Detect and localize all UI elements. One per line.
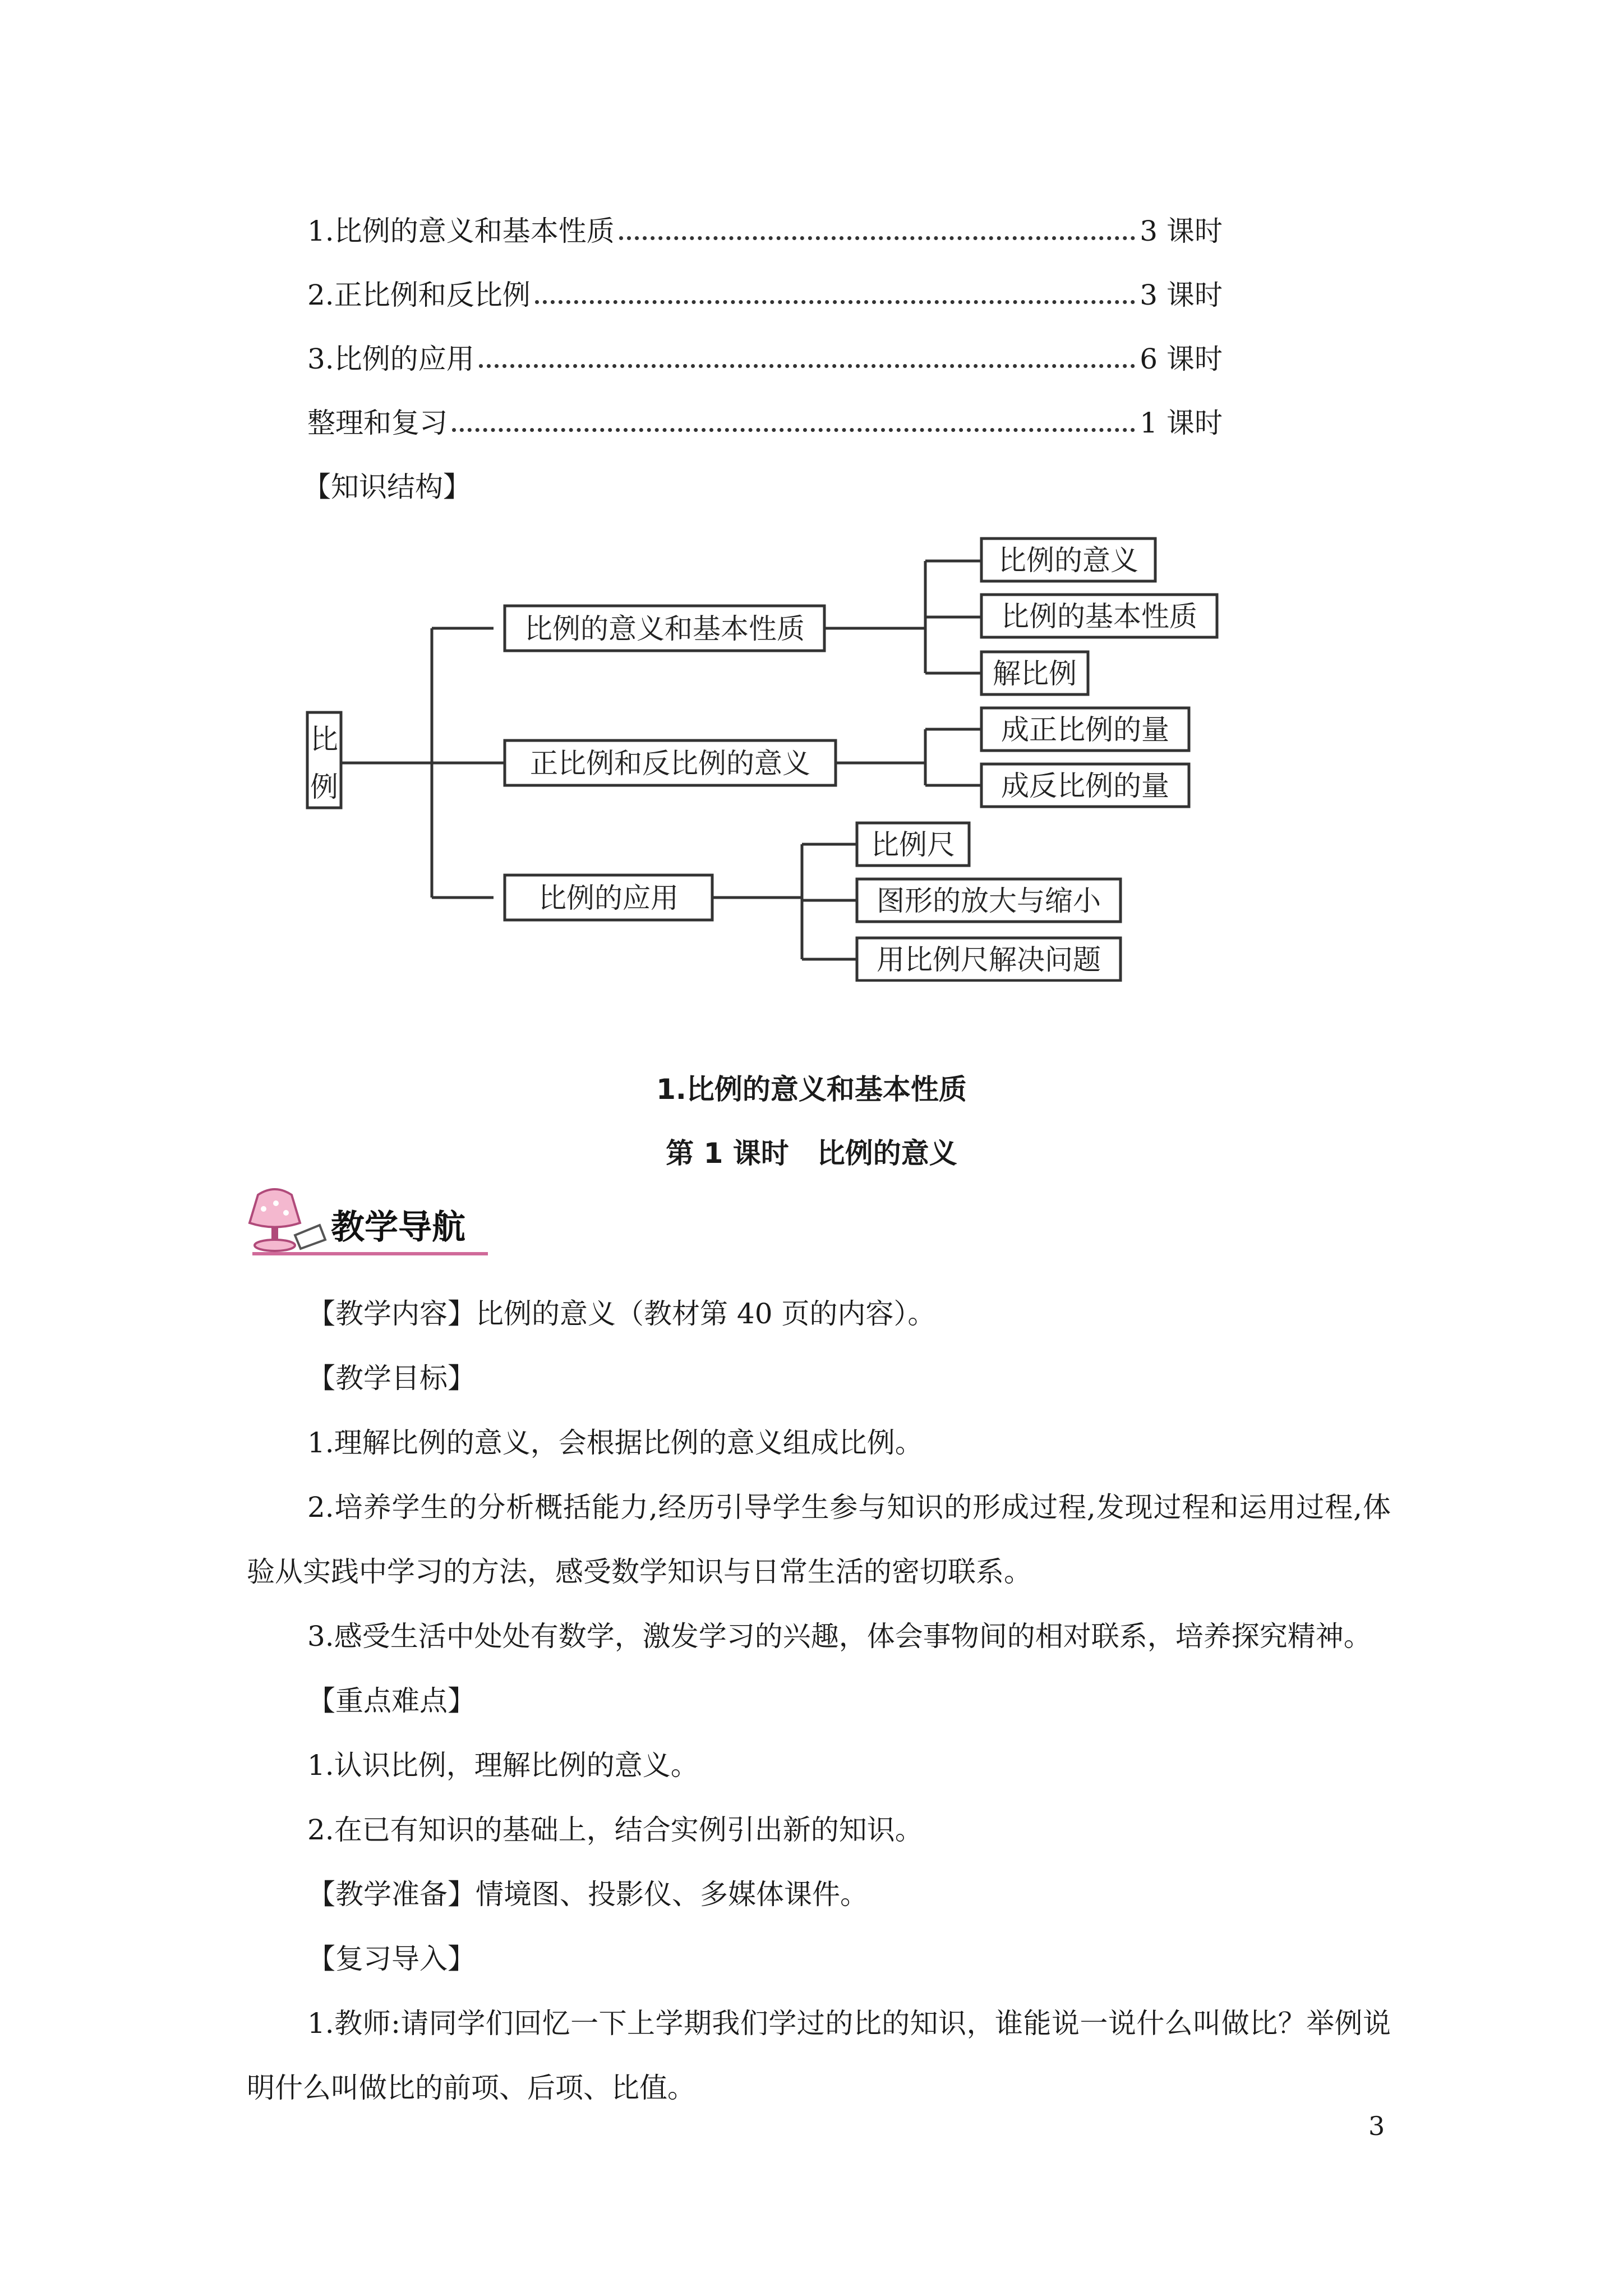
goals-heading: 【教学目标】 [307, 1362, 476, 1395]
toc-row-1 [307, 214, 1223, 248]
toc-value: 1 课时 [1140, 407, 1223, 439]
lamp-icon [250, 1189, 325, 1251]
section-title: 1.比例的意义和基本性质 [656, 1073, 967, 1106]
leaf-label: 图形的放大与缩小 [877, 885, 1101, 917]
leaf-label: 用比例尺解决问题 [877, 944, 1101, 976]
goal-2: 2.培养学生的分析概括能力,经历引导学生参与知识的形成过程,发现过程和运用过程,体验从实践中学习的方法，感受数学知识与日常生活的密切联系。 [247, 1491, 1391, 1588]
toc-value: 3 课时 [1140, 215, 1223, 247]
nav-badge-label: 教学导航 [331, 1208, 465, 1247]
teaching-nav-badge [241, 1184, 494, 1262]
key-1: 1.认识比例，理解比例的意义。 [307, 1749, 699, 1782]
key-2: 2.在已有知识的基础上，结合实例引出新的知识。 [307, 1814, 923, 1846]
leaf-label: 成正比例的量 [1001, 714, 1169, 746]
key-heading: 【重点难点】 [307, 1685, 476, 1717]
toc-label: 1.比例的意义和基本性质 [307, 215, 615, 247]
toc-label: 2.正比例和反比例 [307, 279, 531, 311]
leaf-label: 解比例 [993, 657, 1077, 690]
toc-value: 3 课时 [1140, 279, 1223, 311]
branch-label-3: 比例的应用 [538, 882, 679, 914]
toc-row-2 [307, 278, 1223, 312]
review-heading: 【复习导入】 [307, 1943, 476, 1975]
toc-row-3 [307, 342, 1223, 376]
toc-label: 3.比例的应用 [307, 343, 474, 375]
toc-dots [452, 428, 1135, 432]
root-label-top: 比 [310, 723, 338, 756]
leaf-label: 比例尺 [871, 829, 955, 861]
goal-3: 3.感受生活中处处有数学，激发学习的兴趣，体会事物间的相对联系，培养探究精神。 [307, 1620, 1372, 1653]
branch-label-1: 比例的意义和基本性质 [524, 613, 805, 645]
toc-dots [535, 300, 1136, 304]
teaching-content: 【教学内容】比例的意义（教材第 40 页的内容）。 [307, 1297, 936, 1330]
leaf-label: 成反比例的量 [1001, 770, 1169, 802]
teaching-prep: 【教学准备】情境图、投影仪、多媒体课件。 [307, 1878, 868, 1911]
goal-1: 1.理解比例的意义，会根据比例的意义组成比例。 [307, 1427, 923, 1459]
leaf-label: 比例的基本性质 [1001, 600, 1197, 633]
root-label-bottom: 例 [310, 771, 338, 803]
leaf-label: 比例的意义 [998, 544, 1138, 577]
toc-row-4 [307, 406, 1223, 440]
toc-dots [479, 364, 1136, 368]
review-1: 1.教师:请同学们回忆一下上学期我们学过的比的知识，谁能说一说什么叫做比？举例说明什么叫做比的前项、后项、比值。 [247, 2007, 1391, 2104]
page-number: 3 [1368, 2111, 1385, 2141]
knowledge-structure-diagram [292, 522, 1245, 982]
toc-label: 整理和复习 [307, 407, 448, 439]
toc-value: 6 课时 [1140, 343, 1223, 375]
knowledge-heading: 【知识结构】 [303, 471, 471, 503]
branch-label-2: 正比例和反比例的意义 [530, 747, 810, 780]
lesson-title: 第 1 课时 比例的意义 [666, 1137, 957, 1170]
toc-dots [619, 236, 1136, 240]
